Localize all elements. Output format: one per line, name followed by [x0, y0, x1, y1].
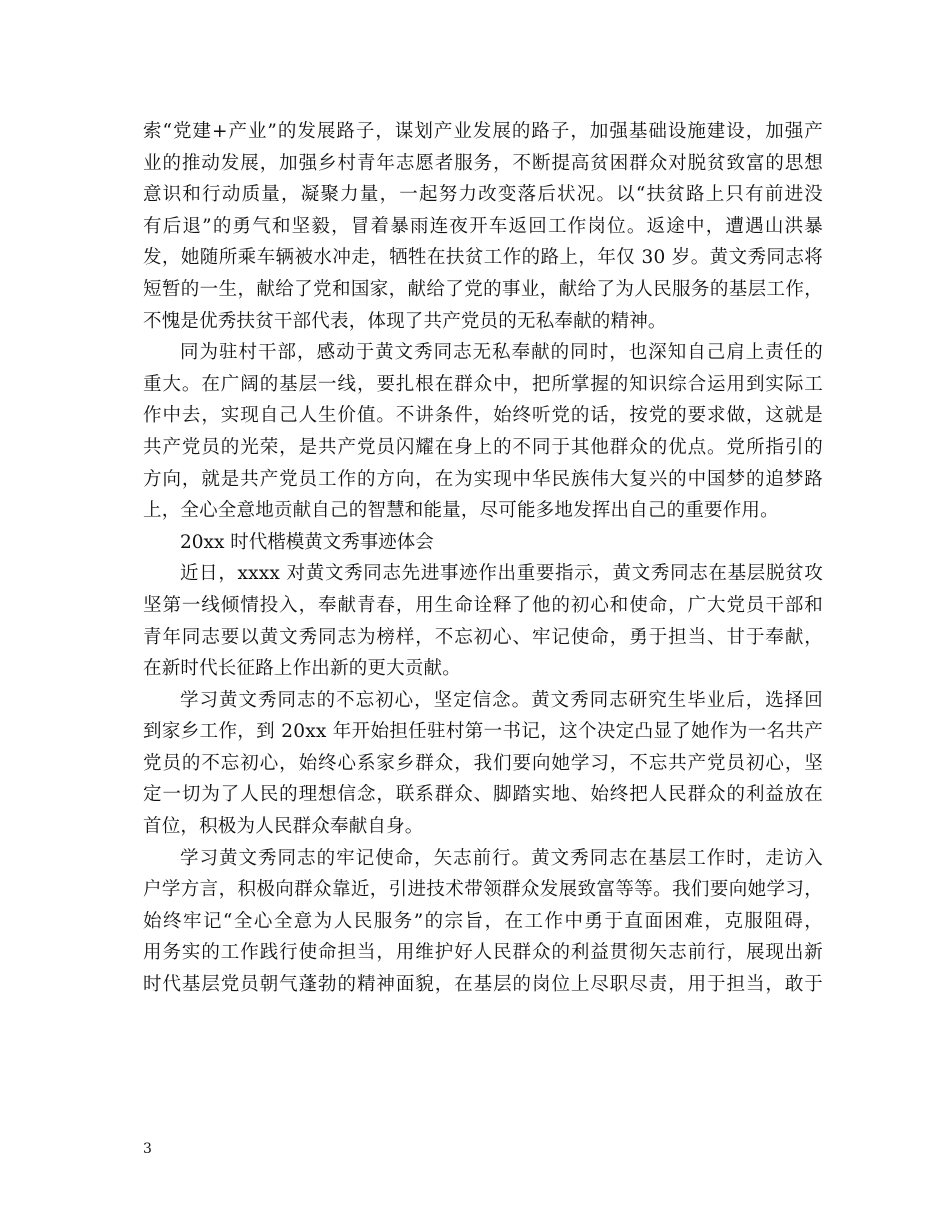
text-line: 党员的不忘初心，始终心系家乡群众，我们要向她学习，不忘共产党员初心，坚: [143, 752, 823, 774]
text-line: 上，全心全意地贡献自己的智慧和能量，尽可能多地发挥出自己的重要作用。: [143, 500, 779, 522]
text-line: 户学方言，积极向群众靠近，引进技术带领群众发展致富等等。我们要向她学习，: [143, 879, 823, 901]
text-line: 到家乡工作，到 20xx 年开始担任驻村第一书记，这个决定凸显了她作为一名共产: [143, 721, 823, 743]
text-line: 用务实的工作践行使命担当，用维护好人民群众的利益贯彻矢志前行，展现出新: [143, 942, 823, 964]
paragraph-4: [143, 685, 823, 843]
text-line: 学习黄文秀同志的不忘初心，坚定信念。黄文秀同志研究生毕业后，选择回: [180, 689, 823, 711]
text-line: 首位，积极为人民群众奉献自身。: [143, 816, 424, 838]
text-line: 方向，就是共产党员工作的方向，在为实现中华民族伟大复兴的中国梦的追梦路: [143, 468, 823, 490]
text-line: 坚第一线倾情投入，奉献青春，用生命诠释了他的初心和使命，广大党员干部和: [143, 594, 823, 616]
paragraph-2: [143, 337, 823, 527]
text-line: 同为驻村干部，感动于黄文秀同志无私奉献的同时，也深知自己肩上责任的: [180, 342, 823, 364]
text-line: 近日，xxxx 对黄文秀同志先进事迹作出重要指示，黄文秀同志在基层脱贫攻: [180, 563, 823, 585]
paragraph-5: [143, 843, 823, 1001]
text-line: 重大。在广阔的基层一线，要扎根在群众中，把所掌握的知识综合运用到实际工: [143, 373, 823, 395]
text-line: 学习黄文秀同志的牢记使命，矢志前行。黄文秀同志在基层工作时，走访入: [180, 847, 823, 869]
document-body: [143, 116, 823, 1001]
text-line: 共产党员的光荣，是共产党员闪耀在身上的不同于其他群众的优点。党所指引的: [143, 436, 823, 458]
section-title: 20xx 时代楷模黄文秀事迹体会: [180, 531, 434, 553]
text-line: 短暂的一生，献给了党和国家，献给了党的事业，献给了为人民服务的基层工作，: [143, 278, 823, 300]
text-line: 定一切为了人民的理想信念，联系群众、脚踏实地、始终把人民群众的利益放在: [143, 784, 823, 806]
text-line: 意识和行动质量，凝聚力量，一起努力改变落后状况。以“扶贫路上只有前进没: [143, 184, 823, 206]
text-line: 时代基层党员朝气蓬勃的精神面貌，在基层的岗位上尽职尽责，用于担当，敢于: [143, 974, 823, 996]
text-line: 业的推动发展，加强乡村青年志愿者服务，不断提高贫困群众对脱贫致富的思想: [143, 152, 823, 174]
text-line: 有后退”的勇气和坚毅，冒着暴雨连夜开车返回工作岗位。返途中，遭遇山洪暴: [143, 215, 823, 237]
text-line: 在新时代长征路上作出新的更大贡献。: [143, 658, 461, 680]
text-line: 索“党建+产业”的发展路子，谋划产业发展的路子，加强基础设施建设，加强产: [143, 121, 823, 142]
text-line: 青年同志要以黄文秀同志为榜样，不忘初心、牢记使命，勇于担当、甘于奉献，: [143, 626, 823, 648]
paragraph-3: [143, 558, 823, 684]
text-line: 始终牢记“全心全意为人民服务”的宗旨，在工作中勇于直面困难，克服阻碍，: [143, 910, 823, 932]
text-line: 作中去，实现自己人生价值。不讲条件，始终听党的话，按党的要求做，这就是: [143, 405, 823, 427]
text-line: 发，她随所乘车辆被水冲走，牺牲在扶贫工作的路上，年仅 30 岁。黄文秀同志将: [143, 247, 823, 269]
paragraph-1: [143, 116, 823, 337]
text-line: 不愧是优秀扶贫干部代表，体现了共产党员的无私奉献的精神。: [143, 310, 667, 332]
page-number: 3: [143, 1141, 152, 1157]
